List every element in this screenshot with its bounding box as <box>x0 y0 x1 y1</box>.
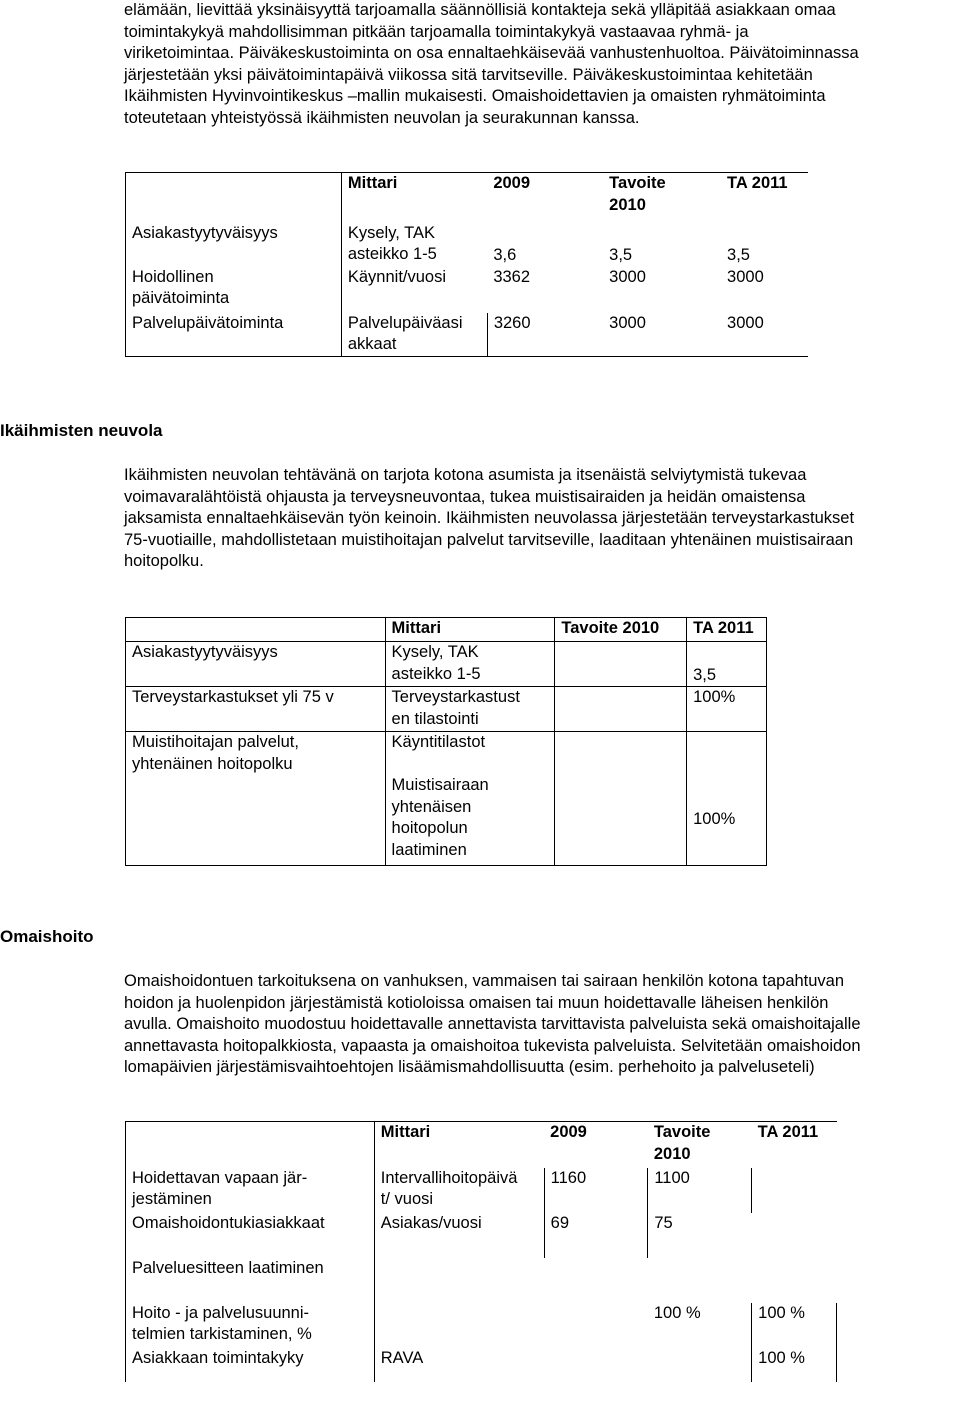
row-label: Terveystarkastukset yli 75 v <box>126 687 386 732</box>
header-tavoite: Tavoite 2010 <box>653 1123 711 1163</box>
row-2009: 1160 <box>544 1168 648 1213</box>
row-tavoite: 3000 <box>609 267 646 286</box>
header-ta-2011: TA 2011 <box>727 174 788 192</box>
header-2009: 2009 <box>550 1123 587 1141</box>
row-mittari: Kysely, TAK asteikko 1-5 <box>385 642 555 687</box>
row-ta <box>687 732 767 776</box>
header-ta-2011: TA 2011 <box>757 1123 819 1141</box>
row-tavoite: 3000 <box>609 313 646 332</box>
row-mittari: Palvelupäiväasi akkaat <box>341 313 487 357</box>
row-mittari <box>374 1303 544 1348</box>
row-ta: 3,5 <box>687 642 767 687</box>
text-line: annettavasta hoitopalkkiosta, vapaasta ja omaishoitoa tukevista palveluista. Selvitetään omaishoidon <box>124 1036 861 1055</box>
header-tavoite: Tavoite 2010 <box>609 174 666 214</box>
row-2009: 69 <box>544 1213 648 1258</box>
row-label: Asiakkaan toimintakyky <box>126 1348 375 1382</box>
row-tavoite <box>555 775 687 865</box>
text-line: hoidon ja huolenpidon järjestämistä kotioloissa omaisen tai muun hoidettavalle läheisen henkilön <box>124 993 829 1012</box>
text-line: Omaishoidontuen tarkoituksena on vanhuksen, vammaisen tai sairaan henkilön kotona tapahtuvan <box>124 972 845 990</box>
row-mittari: Käynnit/vuosi <box>347 267 447 286</box>
row-tavoite <box>555 687 687 732</box>
header-mittari: Mittari <box>380 1123 431 1141</box>
header-ta-2011: TA 2011 <box>687 618 767 642</box>
text-line: järjestetään yksi päivätoimintapäivä viikossa sitä tarvitseville. Päiväkeskustoimintaa kehitetään <box>124 65 813 84</box>
row-ta: 3000 <box>727 313 764 332</box>
row-mittari: Käyntitilastot <box>385 732 555 776</box>
row-label: Omaishoidontukiasiakkaat <box>126 1213 375 1258</box>
omaishoito-metrics-table <box>125 1121 837 1382</box>
row-tavoite: 75 <box>654 1213 673 1232</box>
row-tavoite <box>648 1348 752 1382</box>
text-line: jaksamista ennaltaehkäisevän työn keinoin. Ikäihmisten neuvolassa järjestetään terveystarkastukset <box>124 509 855 527</box>
row-label: Palvelupäivätoiminta <box>126 313 342 357</box>
row-label: Palveluesitteen laatiminen <box>126 1258 375 1303</box>
table-row <box>126 1303 837 1348</box>
empty-cell <box>126 1122 375 1168</box>
header-mittari: Mittari <box>347 174 398 192</box>
row-ta <box>752 1258 837 1303</box>
table-row <box>126 732 767 776</box>
row-2009 <box>544 1303 648 1348</box>
row-2009: 3362 <box>493 267 531 286</box>
neuvola-paragraph <box>124 465 960 573</box>
row-label: Asiakastyytyväisyys <box>126 223 342 267</box>
row-mittari <box>374 1258 544 1303</box>
text-line: elämään, lievittää yksinäisyyttä tarjoamalla säännöllisiä kontakteja sekä ylläpitää asiakkaan omaa <box>124 1 836 19</box>
row-ta: 100% <box>687 775 767 865</box>
table-row <box>126 223 809 267</box>
text-line: hoitopolku. <box>124 552 204 570</box>
row-2009 <box>544 1258 648 1303</box>
row-ta: 100 % <box>752 1303 837 1348</box>
text-line: toteutetaan yhteistyössä ikäihmisten neuvolan ja seurakunnan kanssa. <box>124 108 640 127</box>
empty-cell <box>126 173 342 223</box>
text-line: voimavaralähtöistä ohjausta ja terveysneuvontaa, tukea muistisairaiden ja heidän omaistensa <box>124 487 806 506</box>
text-line: 75-vuotiaille, mahdollistetaan muistihoitajan palvelut tarvitseville, laaditaan yhtenäinen muistisairaan <box>124 530 854 549</box>
section-heading: Omaishoito <box>0 927 94 946</box>
text-line: avulla. Omaishoito muodostuu hoidettavalle annettavista tarvittavista palveluista sekä omaishoitajalle <box>124 1015 861 1033</box>
table-row <box>126 1258 837 1303</box>
row-mittari: Kysely, TAK asteikko 1-5 <box>347 223 437 263</box>
row-label <box>126 775 386 865</box>
section-heading: Ikäihmisten neuvola <box>0 421 163 440</box>
table-row <box>126 313 809 357</box>
row-tavoite: 1100 <box>648 1168 752 1213</box>
row-ta: 3,5 <box>727 246 750 264</box>
paivatoiminta-metrics-table <box>125 172 808 357</box>
row-2009 <box>544 1348 648 1382</box>
row-tavoite: 100 % <box>648 1303 752 1348</box>
row-ta: 3000 <box>727 267 764 286</box>
row-label: Hoidollinen päivätoiminta <box>126 267 342 313</box>
text-line: toimintakykyä mahdollisimman pitkään tarjoamalla toimintakykyä vastaavaa ryhmä- ja <box>124 22 749 41</box>
header-tavoite-2010: Tavoite 2010 <box>555 618 687 642</box>
table-row <box>126 1168 837 1213</box>
text-line: viriketoimintaa. Päiväkeskustoiminta on osa ennaltaehkäisevää vanhustenhuoltoa. Päivätoiminnassa <box>124 44 859 62</box>
row-tavoite <box>555 732 687 776</box>
header-mittari: Mittari <box>385 618 555 642</box>
empty-cell <box>126 618 386 642</box>
omaishoito-paragraph <box>124 971 960 1079</box>
row-tavoite: 3,5 <box>609 246 633 264</box>
table-row <box>126 267 809 313</box>
row-mittari: Muistisairaan yhtenäisen hoitopolun laatiminen <box>385 775 555 865</box>
row-mittari: Terveystarkastust en tilastointi <box>385 687 555 732</box>
table-row <box>126 1348 837 1382</box>
neuvola-metrics-table <box>125 617 767 866</box>
header-2009: 2009 <box>493 174 531 192</box>
row-ta: 100 % <box>752 1348 837 1382</box>
row-2009: 3,6 <box>493 246 517 264</box>
row-label: Hoidettavan vapaan jär- jestäminen <box>126 1168 375 1213</box>
row-mittari: Asiakas/vuosi <box>374 1213 544 1258</box>
row-tavoite <box>555 642 687 687</box>
row-ta <box>752 1213 837 1258</box>
text-line: lomapäivien järjestämisvaihtoehtojen lisäämismahdollisuutta (esim. perhehoito ja palveluseteli) <box>124 1058 815 1076</box>
table-row <box>126 775 767 865</box>
row-tavoite <box>648 1258 752 1303</box>
row-mittari: RAVA <box>380 1348 424 1367</box>
table-row <box>126 687 767 732</box>
table-row <box>126 642 767 687</box>
row-label: Asiakastyytyväisyys <box>126 642 386 687</box>
row-2009: 3260 <box>493 313 531 332</box>
row-ta <box>752 1168 837 1213</box>
table-row <box>126 1213 837 1258</box>
row-mittari: Intervallihoitopäivä t/ vuosi <box>374 1168 544 1213</box>
text-line: Ikäihmisten Hyvinvointikeskus –mallin mukaisesti. Omaishoidettavien ja omaisten ryhmätoiminta <box>124 87 826 105</box>
row-label: Muistihoitajan palvelut, yhtenäinen hoitopolku <box>126 732 386 776</box>
row-label: Hoito - ja palvelusuunni- telmien tarkistaminen, % <box>126 1303 375 1348</box>
row-ta: 100% <box>687 687 767 732</box>
text-line: Ikäihmisten neuvolan tehtävänä on tarjota kotona asumista ja itsenäistä selviytymistä tukevaa <box>124 466 807 484</box>
intro-paragraph <box>124 0 960 129</box>
